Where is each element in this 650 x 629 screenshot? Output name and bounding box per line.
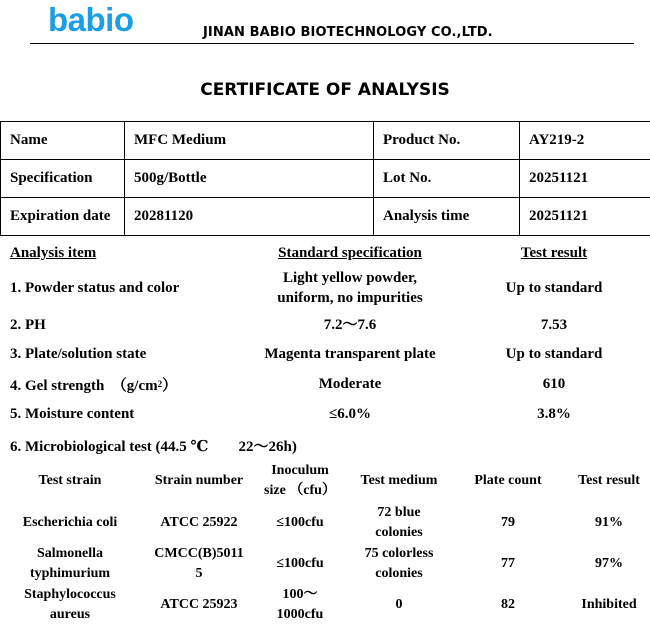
product-no-value: AY219-2 — [520, 122, 650, 160]
analysis-item-text: ） — [162, 377, 178, 394]
lot-no-value: 20251121 — [520, 160, 650, 198]
standard-spec-line: Light yellow powder, — [282, 270, 418, 286]
header-line: size （cfu） — [264, 483, 336, 498]
micro-row — [0, 543, 650, 585]
cell-line: aureus — [49, 607, 91, 622]
cell-line: Staphylococcus — [24, 587, 116, 602]
analysis-row — [0, 313, 650, 337]
header-divider — [30, 43, 634, 44]
test-result-header: Test result — [520, 244, 588, 261]
test-strain — [0, 584, 140, 626]
analysis-item: 3. Plate/solution state — [10, 345, 147, 362]
standard-spec: Moderate — [318, 376, 382, 392]
cell-line: typhimurium — [29, 566, 111, 581]
cell-line: 75 colorless — [364, 546, 434, 561]
test-result: 610 — [542, 375, 566, 392]
company-name: JINAN BABIO BIOTECHNOLOGY CO.,LTD. — [203, 25, 493, 40]
plate-count-header: Plate count — [474, 473, 542, 488]
info-row — [1, 198, 650, 236]
micro-test-result: 91% — [595, 515, 623, 530]
inoculum-size-header — [258, 460, 342, 502]
company-logo: babio — [48, 1, 134, 38]
standard-spec-line: uniform, no impurities — [277, 290, 423, 306]
superscript: 2 — [157, 379, 163, 389]
standard-spec: ≤6.0% — [329, 406, 371, 422]
inoculum-size — [258, 502, 342, 544]
specification-value: 500g/Bottle — [125, 160, 374, 198]
strain-number — [140, 584, 258, 626]
standard-spec — [235, 266, 465, 310]
analysis-row — [0, 402, 650, 426]
analysis-item: 5. Moisture content — [10, 405, 135, 422]
expiration-value: 20281120 — [125, 198, 374, 236]
plate-count: 77 — [501, 556, 515, 571]
test-medium — [342, 584, 456, 626]
info-row — [1, 122, 650, 160]
test-strain — [0, 502, 140, 544]
header-line: Inoculum — [271, 463, 329, 478]
test-medium — [342, 502, 456, 544]
analysis-header-row — [0, 242, 650, 264]
micro-test-result-header: Test result — [578, 473, 640, 488]
micro-test-result: 97% — [595, 556, 623, 571]
cell-line: ≤100cfu — [276, 515, 324, 530]
cell-line: CMCC(B)5011 — [154, 546, 244, 561]
micro-row — [0, 584, 650, 626]
product-info-table — [0, 121, 650, 236]
cell-line: Escherichia coli — [22, 515, 118, 530]
micro-title-row — [0, 433, 650, 457]
test-medium-header: Test medium — [360, 473, 438, 488]
analysis-time-label: Analysis time — [374, 198, 520, 236]
standard-spec-header: Standard specification — [278, 245, 422, 261]
micro-header-row — [0, 460, 650, 502]
test-result: Up to standard — [505, 279, 603, 296]
cell-line: ATCC 25923 — [160, 597, 238, 612]
test-strain — [0, 543, 140, 585]
cell-line: 1000cfu — [276, 607, 324, 622]
cell-line: ≤100cfu — [276, 556, 324, 571]
standard-spec: Magenta transparent plate — [264, 346, 436, 362]
test-result: 3.8% — [537, 405, 571, 422]
analysis-item-text: 4. Gel strength （g/cm — [10, 377, 158, 394]
name-value: MFC Medium — [125, 122, 374, 160]
analysis-item: 2. PH — [10, 316, 46, 333]
analysis-item-header: Analysis item — [10, 244, 97, 261]
cell-line: colonies — [375, 525, 423, 540]
cell-line: colonies — [375, 566, 423, 581]
microbiological-test-title: 6. Microbiological test (44.5 ℃ 22～26h) — [10, 438, 297, 455]
cell-line: 100～ — [282, 587, 318, 602]
analysis-item: 1. Powder status and color — [10, 279, 180, 296]
analysis-time-value: 20251121 — [520, 198, 650, 236]
cell-line: 0 — [395, 597, 403, 612]
document-title: CERTIFICATE OF ANALYSIS — [200, 80, 450, 100]
strain-number-header: Strain number — [154, 473, 244, 488]
product-no-label: Product No. — [374, 122, 520, 160]
test-result: Up to standard — [505, 345, 603, 362]
micro-row — [0, 502, 650, 544]
plate-count: 82 — [501, 597, 515, 612]
inoculum-size — [258, 543, 342, 585]
standard-spec: 7.2～7.6 — [323, 317, 377, 333]
analysis-row — [0, 266, 650, 310]
test-medium — [342, 543, 456, 585]
cell-line: 5 — [195, 566, 203, 581]
lot-no-label: Lot No. — [374, 160, 520, 198]
strain-number — [140, 543, 258, 585]
micro-test-result: Inhibited — [581, 597, 637, 612]
test-strain-header: Test strain — [38, 473, 102, 488]
specification-label: Specification — [1, 160, 125, 198]
analysis-row — [0, 372, 650, 396]
analysis-row — [0, 342, 650, 366]
inoculum-size — [258, 584, 342, 626]
test-result: 7.53 — [540, 316, 568, 333]
cell-line: ATCC 25922 — [160, 515, 238, 530]
info-row — [1, 160, 650, 198]
cell-line: Salmonella — [36, 546, 104, 561]
expiration-label: Expiration date — [1, 198, 125, 236]
name-label: Name — [1, 122, 125, 160]
strain-number — [140, 502, 258, 544]
cell-line: 72 blue — [377, 505, 421, 520]
plate-count: 79 — [501, 515, 515, 530]
analysis-item — [10, 372, 177, 396]
